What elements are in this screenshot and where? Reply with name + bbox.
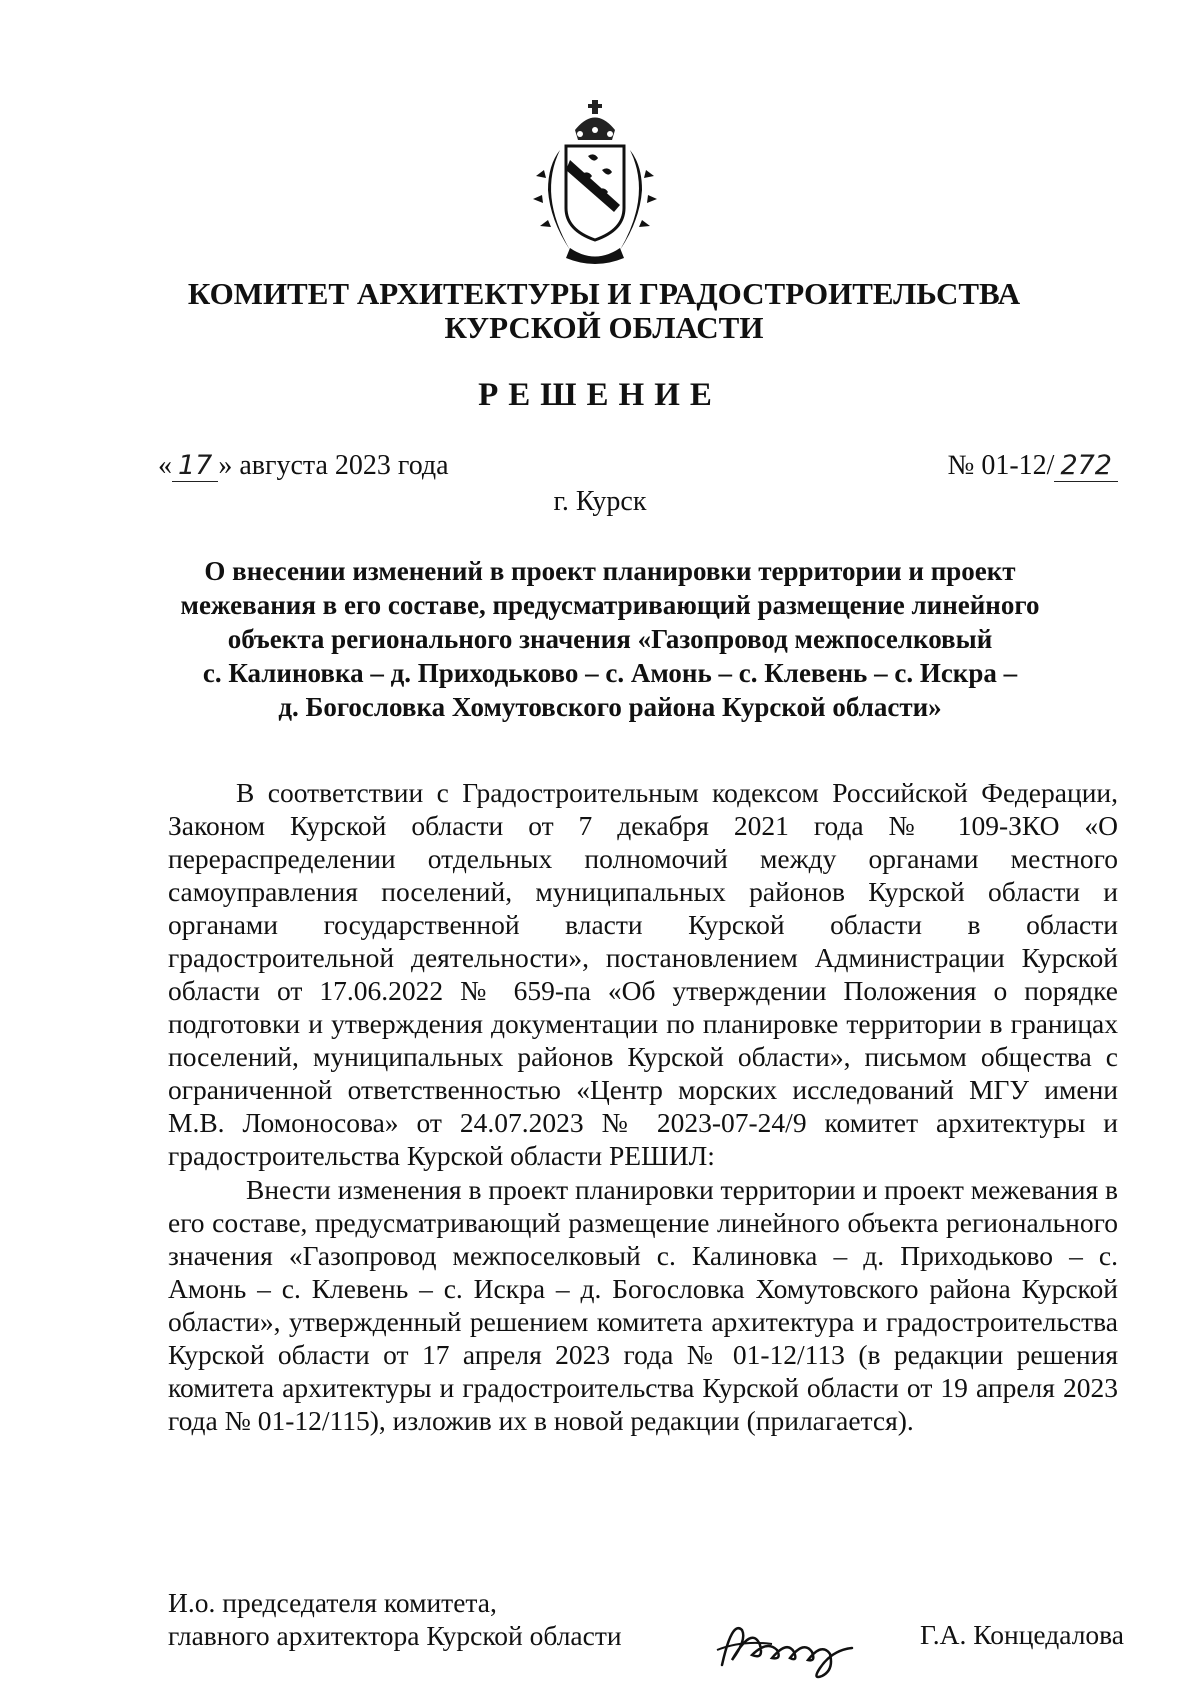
subject-line: О внесении изменений в проект планировки территории и проект [204, 556, 1016, 586]
org-name-line2: КУРСКОЙ ОБЛАСТИ [444, 310, 764, 345]
document-date [158, 450, 449, 482]
document-number [948, 450, 1118, 482]
date-rest: » августа 2023 года [218, 450, 449, 481]
coat-of-arms-icon [530, 100, 660, 265]
date-open-quote: « [158, 450, 172, 481]
signer-position [168, 1586, 622, 1652]
subject-line: д. Богословка Хомутовского района Курской области» [278, 692, 942, 722]
date-day-handwritten: 17 [172, 450, 218, 482]
signer-position-line2: главного архитектора Курской области [168, 1620, 622, 1651]
body-paragraph-1: В соответствии с Градостроительным кодексом Российской Федерации, Законом Курской области от 7 декабря 2021 года № 109-ЗКО «О перераспределении отдельных полномочий между органами местного самоуправления поселений, муниципальных районов Курской области и органами государственной власти Курской области в области градостроительной деятельности», постановлением Администрации Курской области от 17.06.2022 № 659-па «Об утверждении Положения о порядке подготовки и утверждения документации по планировке территории в границах поселений, муниципальных районов Курской области», письмом общества с ограниченной ответственностью «Центр морских исследований МГУ имени М.В. Ломоносова» от 24.07.2023 № 2023-07-24/9 комитет архитектуры и градостроительства Курской области РЕШИЛ: [168, 777, 1118, 1171]
document-type-title: РЕШЕНИЕ [478, 377, 722, 413]
body-paragraph-2: Внести изменения в проект планировки территории и проект межевания в его составе, предусматривающий размещение линейного объекта регионального значения «Газопровод межпоселковый с. Калиновка – д. Приходьково – с. Амонь – с. Клевень – с. Искра – д. Богословка Хомутовского района Курской области», утвержденный решением комитета архитектура и градостроительства Курской области от 17 апреля 2023 года № 01-12/113 (в редакции решения комитета архитектуры и градостроительства Курской области от 19 апреля 2023 года № 01-12/115), изложив их в новой редакции (прилагается). [168, 1174, 1118, 1436]
subject-line: объекта регионального значения «Газопровод межпоселковый [227, 624, 993, 654]
handwritten-signature [712, 1610, 862, 1680]
org-name-line1: КОМИТЕТ АРХИТЕКТУРЫ И ГРАДОСТРОИТЕЛЬСТВА [187, 276, 1021, 311]
number-handwritten: 272 [1054, 450, 1118, 482]
signer-position-line1: И.о. председателя комитета, [168, 1587, 497, 1618]
subject-line: с. Калиновка – д. Приходьково – с. Амонь – с. Клевень – с. Искра – [202, 658, 1018, 688]
number-prefix: № 01-12/ [947, 450, 1055, 481]
signer-name: Г.А. Концедалова [919, 1619, 1124, 1650]
document-city: г. Курск [553, 486, 647, 517]
subject-line: межевания в его составе, предусматривающий размещение линейного [180, 590, 1040, 620]
document-subject [150, 554, 1070, 724]
